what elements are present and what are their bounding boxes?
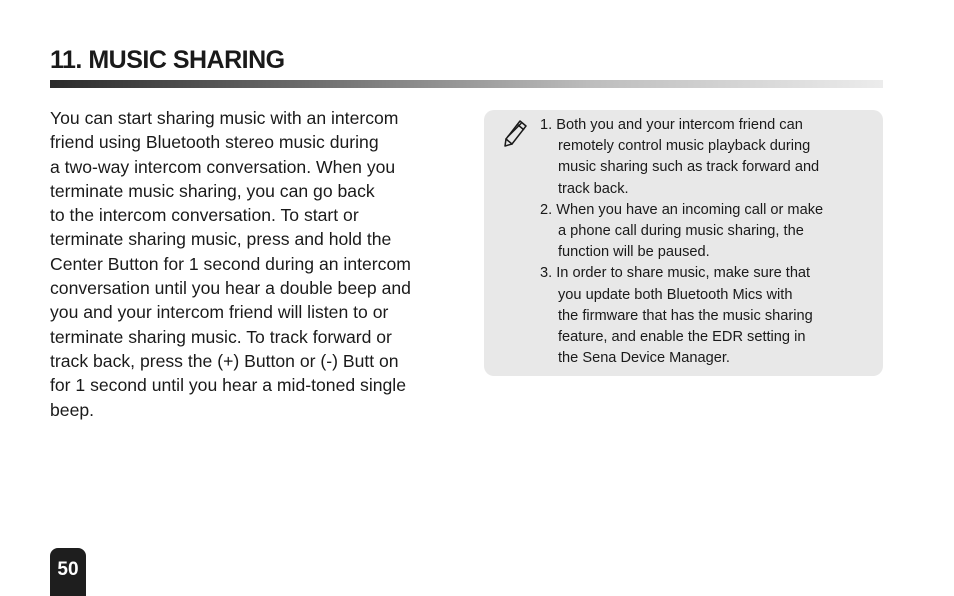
body-line: for 1 second until you hear a mid-toned single: [50, 375, 406, 396]
body-line: to the intercom conversation. To start or: [50, 205, 359, 226]
body-paragraph: [50, 106, 450, 422]
note-line: music sharing such as track forward and: [558, 159, 820, 176]
note-line: a phone call during music sharing, the: [558, 223, 804, 240]
note-line: function will be paused.: [558, 244, 710, 261]
body-line: a two-way intercom conversation. When you: [50, 156, 396, 177]
page-number: 50: [50, 548, 86, 596]
note-line: track back.: [558, 180, 629, 197]
body-line: beep.: [50, 399, 95, 420]
note-item: [540, 263, 870, 369]
body-line: Center Button for 1 second during an intercom: [50, 253, 411, 274]
body-line: friend using Bluetooth stereo music during: [50, 132, 379, 153]
note-line: remotely control music playback during: [558, 138, 811, 155]
body-line: terminate sharing music. To track forward or: [50, 326, 392, 347]
body-line: terminate music sharing, you can go back: [50, 180, 375, 201]
note-list: [540, 115, 870, 369]
title-underline-bar: [50, 80, 883, 88]
pencil-icon: [502, 118, 528, 148]
note-line: 2. When you have an incoming call or make: [540, 201, 824, 218]
note-line: 3. In order to share music, make sure that: [540, 265, 811, 282]
note-item: [540, 200, 870, 264]
note-line: you update both Bluetooth Mics with: [558, 286, 793, 303]
body-line: conversation until you hear a double beep and: [50, 278, 411, 299]
body-line: you and your intercom friend will listen to or: [50, 302, 389, 323]
note-line: the firmware that has the music sharing: [558, 307, 813, 324]
body-line: terminate sharing music, press and hold the: [50, 229, 392, 250]
note-line: feature, and enable the EDR setting in: [558, 329, 806, 346]
note-line: 1. Both you and your intercom friend can: [540, 117, 803, 133]
body-line: You can start sharing music with an intercom: [50, 108, 399, 128]
note-item: [540, 115, 870, 200]
section-title: 11. MUSIC SHARING: [50, 46, 285, 74]
note-line: the Sena Device Manager.: [558, 350, 730, 367]
body-line: track back, press the (+) Button or (-) Butt on: [50, 350, 399, 371]
